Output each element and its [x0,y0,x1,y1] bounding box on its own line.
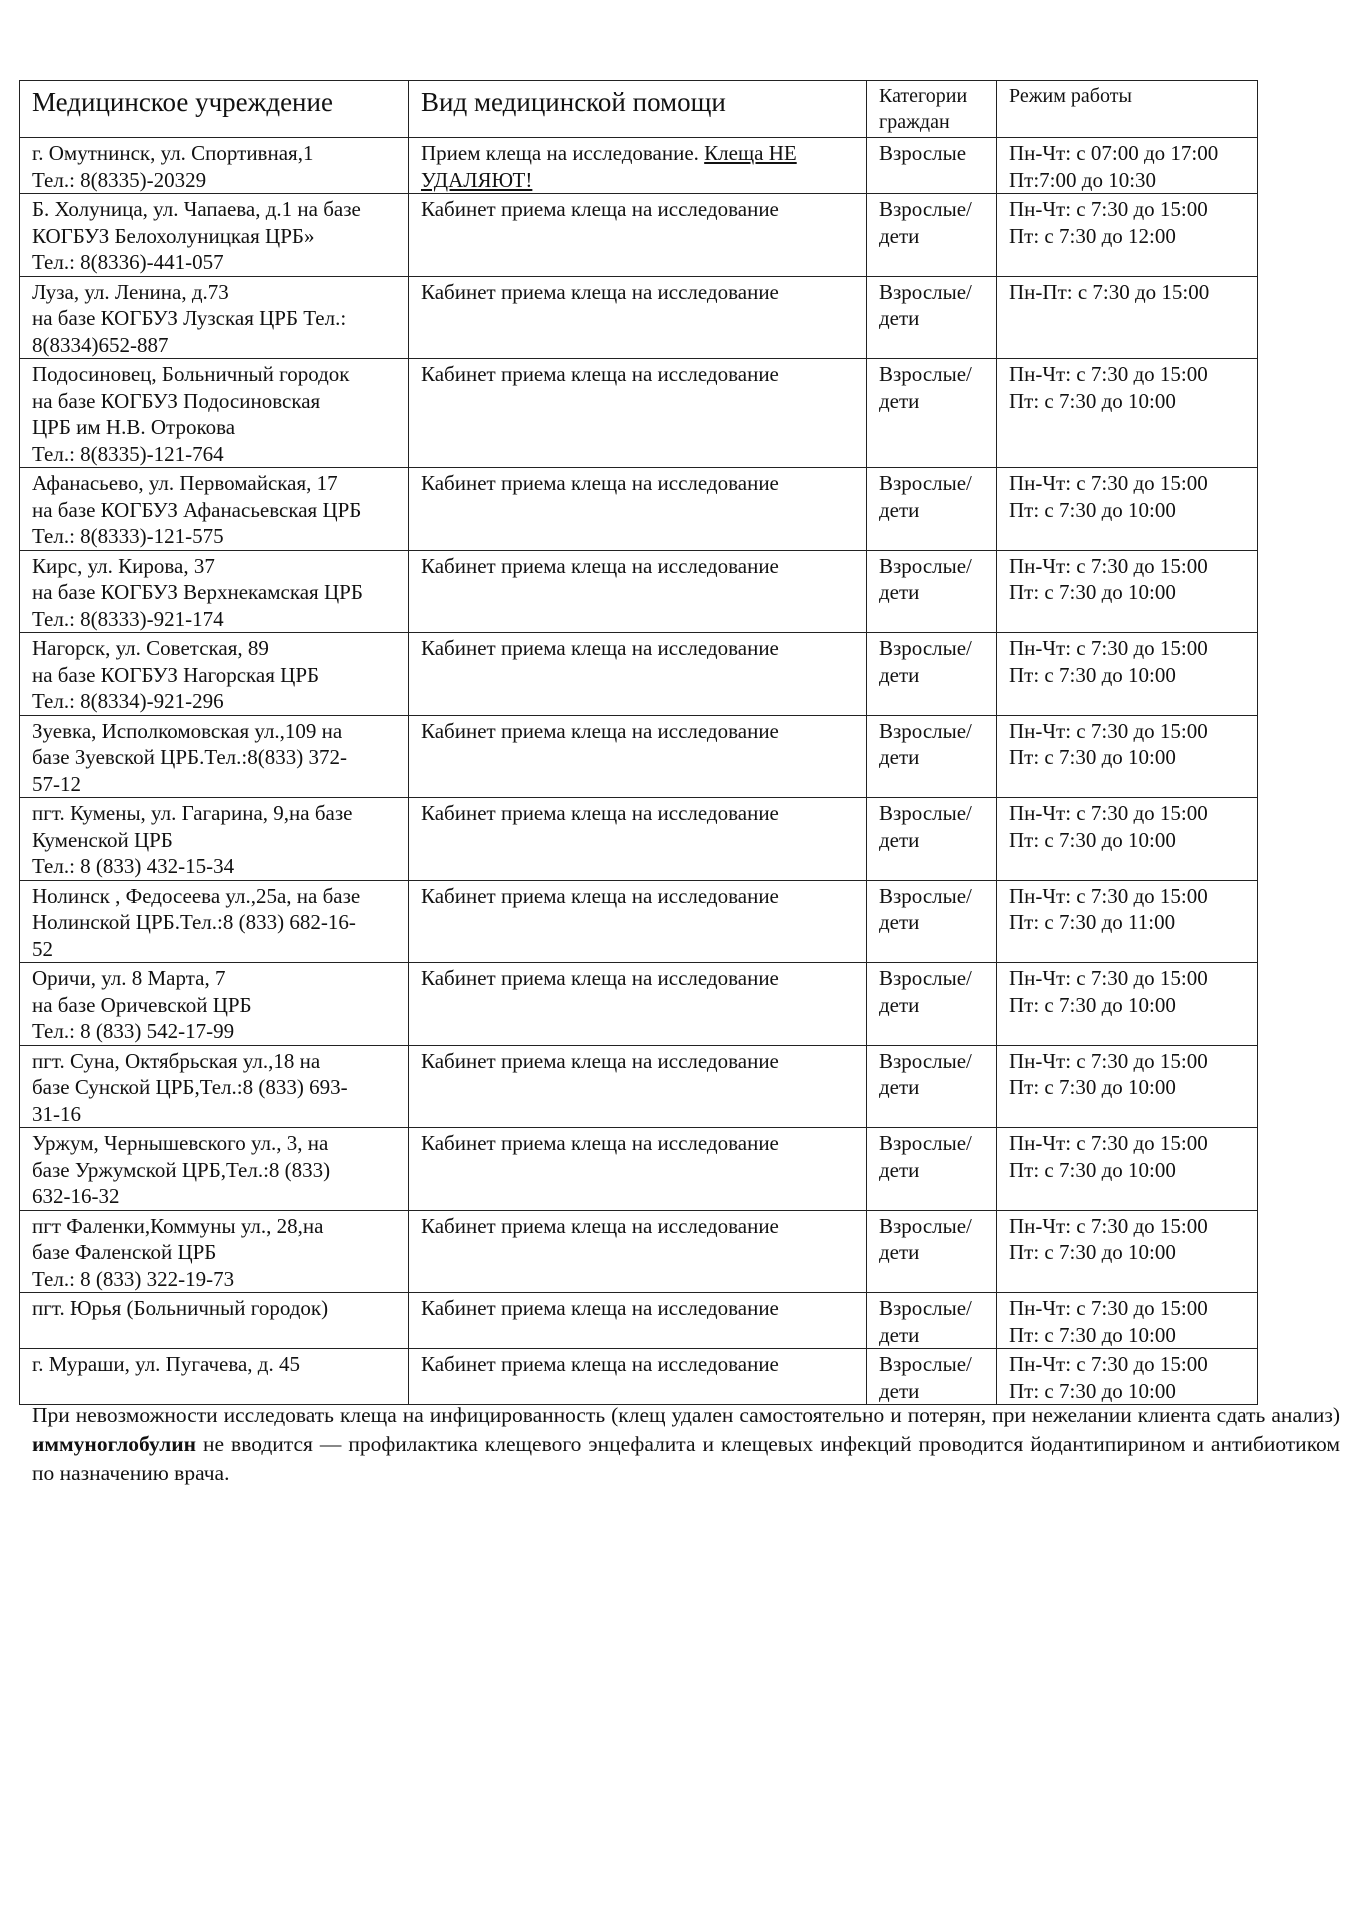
institution-cell-line: 31-16 [32,1101,81,1126]
category-cell-line: Взрослые/ [879,801,972,825]
hours-cell-line: Пн-Чт: с 7:30 до 15:00 [1009,1213,1208,1238]
institution-cell-line: базе Фаленской ЦРБ [32,1240,217,1264]
care-type-cell: Кабинет приема клеща на исследование [409,194,867,277]
care-type-cell: Кабинет приема клеща на исследование [409,798,867,881]
institution-cell-line: 632-16-32 [32,1184,120,1208]
category-cell-line: дети [879,910,920,934]
institution-cell-line: Уржум, Чернышевского ул., 3, на [32,1131,329,1155]
institution-cell-line: Тел.: 8 (833) 322-19-73 [32,1266,235,1291]
footnote-text-before: При невозможности исследовать клеща на инфицированность (клещ удален самостоятельно и потерян, при нежелании клиента сдать анализ) [32,1403,1340,1427]
institution-cell [20,550,409,633]
care-type-text: Прием клеща на исследование. [421,141,705,165]
care-type-cell: Кабинет приема клеща на исследование [409,276,867,359]
category-cell-line: дети [879,497,920,522]
institution-cell-line: на базе КОГБУЗ Афанасьевская ЦРБ [32,497,362,522]
table-row [20,880,1258,963]
category-cell [867,276,997,359]
institution-cell-line: пгт. Суна, Октябрьская ул.,18 на [32,1048,321,1073]
table-row [20,194,1258,277]
category-cell-line: дети [879,1075,920,1099]
category-cell [867,1349,997,1405]
institution-cell-line: Оричи, ул. 8 Марта, 7 [32,966,226,990]
hours-cell-line: Пн-Чт: с 7:30 до 15:00 [1009,1131,1208,1155]
institution-cell-line: базе Зуевской ЦРБ.Тел.:8(833) 372- [32,745,347,769]
category-cell [867,798,997,881]
category-cell-line: дети [879,745,920,769]
hours-cell-line: Пт: с 7:30 до 10:00 [1009,992,1176,1017]
institution-cell-line: Афанасьево, ул. Первомайская, 17 [32,471,338,495]
institution-cell-line: Тел.: 8 (833) 432-15-34 [32,854,235,878]
category-cell-line: дети [879,1240,920,1264]
category-cell [867,1128,997,1211]
institution-cell [20,359,409,468]
category-cell-line: Взрослые/ [879,1048,972,1073]
hours-cell [997,963,1258,1046]
category-cell-line: Взрослые/ [879,362,972,386]
institution-cell-line: Нолинской ЦРБ.Тел.:8 (833) 682-16- [32,910,356,934]
hours-cell-line: Пт: с 7:30 до 10:00 [1009,497,1176,522]
institution-cell-line: Тел.: 8(8333)-121-575 [32,524,224,548]
hours-cell [997,468,1258,551]
header-categories [867,81,997,138]
institution-cell-line: Тел.: 8(8335)-20329 [32,167,207,192]
institution-cell [20,1210,409,1293]
institution-cell-line: пгт. Кумены, ул. Гагарина, 9,на базе [32,801,353,825]
institution-cell-line: Тел.: 8 (833) 542-17-99 [32,1019,235,1043]
category-cell [867,880,997,963]
institution-cell-line: на базе КОГБУЗ Подосиновская [32,388,321,413]
institution-cell-line: Луза, ул. Ленина, д.73 [32,279,229,304]
hours-cell [997,138,1258,194]
table-body [20,138,1258,1405]
hours-cell-line: Пт: с 7:30 до 10:00 [1009,745,1176,769]
institution-cell [20,1045,409,1128]
category-cell-line: дети [879,827,920,852]
care-type-cell: Кабинет приема клеща на исследование [409,468,867,551]
category-cell-line: Взрослые/ [879,883,972,908]
table-row [20,550,1258,633]
institution-cell-line: 52 [32,936,53,961]
hours-cell-line: Пт: с 7:30 до 10:00 [1009,1240,1176,1264]
hours-cell-line: Пт: с 7:30 до 10:00 [1009,580,1176,604]
table-row [20,276,1258,359]
hours-cell [997,715,1258,798]
category-cell [867,359,997,468]
institution-cell-line: Тел.: 8(8334)-921-296 [32,689,224,713]
institution-cell-line: Кирс, ул. Кирова, 37 [32,553,215,578]
table-row [20,1210,1258,1293]
hours-cell [997,633,1258,716]
care-type-cell: Кабинет приема клеща на исследование [409,1128,867,1211]
table-row [20,633,1258,716]
institution-cell [20,138,409,194]
institution-cell [20,276,409,359]
care-warning-underlined: Клеща НЕ [704,141,797,165]
institution-cell-line: Тел.: 8(8333)-921-174 [32,606,224,631]
institution-cell-line: Нолинск , Федосеева ул.,25а, на базе [32,883,361,908]
hours-cell-line: Пт: с 7:30 до 10:00 [1009,1378,1176,1403]
care-type-cell: Кабинет приема клеща на исследование [409,1293,867,1349]
category-cell [867,633,997,716]
care-type-cell: Кабинет приема клеща на исследование [409,1349,867,1405]
institution-cell-line: Подосиновец, Больничный городок [32,362,350,386]
care-type-line [421,140,858,167]
hours-cell-line: Пт: с 7:30 до 10:00 [1009,827,1176,852]
hours-cell [997,798,1258,881]
hours-cell-line: Пт: с 7:30 до 10:00 [1009,1322,1176,1347]
institution-cell-line: на базе Оричевской ЦРБ [32,992,252,1017]
category-cell [867,550,997,633]
hours-cell [997,1210,1258,1293]
category-cell [867,194,997,277]
hours-cell-line: Пн-Чт: с 7:30 до 15:00 [1009,553,1208,578]
hours-cell-line: Пт: с 7:30 до 10:00 [1009,662,1176,687]
institution-cell [20,798,409,881]
care-type-cell: Кабинет приема клеща на исследование [409,1210,867,1293]
header-categories-line-1: Категории [879,85,968,107]
institution-cell-line: на базе КОГБУЗ Лузская ЦРБ Тел.: [32,306,347,330]
hours-cell-line: Пт: с 7:30 до 12:00 [1009,223,1176,248]
footnote-bold-term: иммуноглобулин [32,1432,197,1456]
institution-cell-line: базе Сунской ЦРБ,Тел.:8 (833) 693- [32,1075,348,1099]
institution-cell-line: Тел.: 8(8336)-441-057 [32,250,224,274]
hours-cell-line: Пн-Чт: с 7:30 до 15:00 [1009,801,1208,825]
category-cell-line: дети [879,223,920,248]
institution-cell-line: на базе КОГБУЗ Нагорская ЦРБ [32,662,320,687]
category-cell-line: дети [879,580,920,604]
category-cell-line: Взрослые/ [879,553,972,578]
institution-cell [20,963,409,1046]
hours-cell-line: Пн-Чт: с 7:30 до 15:00 [1009,718,1208,743]
hours-cell [997,880,1258,963]
institution-cell-line: базе Уржумской ЦРБ,Тел.:8 (833) [32,1157,331,1182]
institution-cell-line: КОГБУЗ Белохолуницкая ЦРБ» [32,223,315,248]
hours-cell-line: Пн-Чт: с 7:30 до 15:00 [1009,636,1208,660]
institution-cell-line: на базе КОГБУЗ Верхнекамская ЦРБ [32,580,363,604]
institution-cell-line: 8(8334)652-887 [32,332,169,357]
category-cell-line: Взрослые/ [879,1213,972,1238]
table-header-row [20,81,1258,138]
hours-cell-line: Пн-Чт: с 7:30 до 15:00 [1009,197,1208,221]
category-cell-line: Взрослые/ [879,718,972,743]
category-cell [867,138,997,194]
category-cell-line: дети [879,388,920,413]
care-type-cell: Кабинет приема клеща на исследование [409,1045,867,1128]
institution-cell [20,1293,409,1349]
header-hours: Режим работы [997,81,1258,138]
category-cell-line: Взрослые/ [879,1131,972,1155]
category-cell [867,1293,997,1349]
category-cell-line: дети [879,992,920,1017]
table-row [20,468,1258,551]
category-cell-line: дети [879,1378,920,1403]
table-row [20,715,1258,798]
category-cell-line: дети [879,1157,920,1182]
care-warning-underlined: УДАЛЯЮТ! [421,167,533,192]
institution-cell-line: 57-12 [32,771,81,796]
institution-cell-line: Тел.: 8(8335)-121-764 [32,441,224,466]
table-row [20,359,1258,468]
institution-cell [20,468,409,551]
hours-cell-line: Пн-Чт: с 07:00 до 17:00 [1009,141,1219,165]
hours-cell-line: Пн-Чт: с 7:30 до 15:00 [1009,966,1208,990]
clinics-table [19,80,1258,1405]
institution-cell [20,880,409,963]
institution-cell [20,1349,409,1405]
care-type-cell: Кабинет приема клеща на исследование [409,880,867,963]
institution-cell-line: Б. Холуница, ул. Чапаева, д.1 на базе [32,197,361,221]
category-cell-line: Взрослые [879,141,967,165]
hours-cell-line: Пт: с 7:30 до 10:00 [1009,1157,1176,1182]
hours-cell [997,1349,1258,1405]
care-type-cell: Кабинет приема клеща на исследование [409,963,867,1046]
care-type-cell: Кабинет приема клеща на исследование [409,359,867,468]
hours-cell [997,1293,1258,1349]
table-row [20,1349,1258,1405]
hours-cell-line: Пт: с 7:30 до 11:00 [1009,910,1176,934]
hours-cell-line: Пн-Пт: с 7:30 до 15:00 [1009,279,1210,304]
category-cell [867,963,997,1046]
hours-cell [997,550,1258,633]
institution-cell-line: ЦРБ им Н.В. Отрокова [32,415,236,439]
category-cell-line: Взрослые/ [879,279,972,304]
hours-cell-line: Пн-Чт: с 7:30 до 15:00 [1009,471,1208,495]
category-cell-line: дети [879,662,920,687]
hours-cell-line: Пн-Чт: с 7:30 до 15:00 [1009,362,1208,386]
table-row [20,1045,1258,1128]
care-type-cell [409,138,867,194]
header-institution: Медицинское учреждение [20,81,409,138]
category-cell-line: Взрослые/ [879,1352,972,1376]
institution-cell-line: Куменской ЦРБ [32,827,173,852]
category-cell-line: Взрослые/ [879,1296,972,1320]
institution-cell-line: пгт Фаленки,Коммуны ул., 28,на [32,1213,324,1238]
hours-cell [997,1045,1258,1128]
category-cell-line: дети [879,306,920,330]
category-cell [867,1210,997,1293]
category-cell [867,715,997,798]
category-cell-line: Взрослые/ [879,197,972,221]
hours-cell-line: Пн-Чт: с 7:30 до 15:00 [1009,1352,1208,1376]
table-row [20,138,1258,194]
institution-cell [20,1128,409,1211]
hours-cell-line: Пн-Чт: с 7:30 до 15:00 [1009,1048,1208,1073]
institution-cell-line: г. Омутнинск, ул. Спортивная,1 [32,141,314,165]
table-row [20,963,1258,1046]
category-cell-line: Взрослые/ [879,636,972,660]
institution-cell [20,633,409,716]
hours-cell-line: Пн-Чт: с 7:30 до 15:00 [1009,883,1208,908]
care-type-cell: Кабинет приема клеща на исследование [409,633,867,716]
footnote-text-after: не вводится — профилактика клещевого энцефалита и клещевых инфекций проводится йодантипирином и антибиотиком по назначению врача. [32,1432,1340,1485]
category-cell-line: Взрослые/ [879,471,972,495]
care-type-cell: Кабинет приема клеща на исследование [409,715,867,798]
hours-cell [997,194,1258,277]
hours-cell-line: Пт: с 7:30 до 10:00 [1009,1075,1176,1099]
hours-cell [997,1128,1258,1211]
institution-cell-line: пгт. Юрья (Больничный городок) [32,1296,329,1320]
hours-cell [997,276,1258,359]
category-cell [867,1045,997,1128]
hours-cell-line: Пт: с 7:30 до 10:00 [1009,388,1176,413]
hours-cell-line: Пн-Чт: с 7:30 до 15:00 [1009,1296,1208,1320]
institution-cell-line: Нагорск, ул. Советская, 89 [32,636,269,660]
institution-cell-line: г. Мураши, ул. Пугачева, д. 45 [32,1352,300,1376]
header-care-type: Вид медицинской помощи [409,81,867,138]
header-categories-line-2: граждан [879,111,950,133]
table-row [20,1128,1258,1211]
table-row [20,1293,1258,1349]
category-cell-line: дети [879,1322,920,1347]
institution-cell-line: Зуевка, Исполкомовская ул.,109 на [32,718,343,743]
category-cell [867,468,997,551]
institution-cell [20,194,409,277]
care-type-cell: Кабинет приема клеща на исследование [409,550,867,633]
table-row [20,798,1258,881]
hours-cell [997,359,1258,468]
footnote-paragraph [32,1401,1340,1488]
institution-cell [20,715,409,798]
category-cell-line: Взрослые/ [879,966,972,990]
hours-cell-line: Пт:7:00 до 10:30 [1009,167,1157,192]
